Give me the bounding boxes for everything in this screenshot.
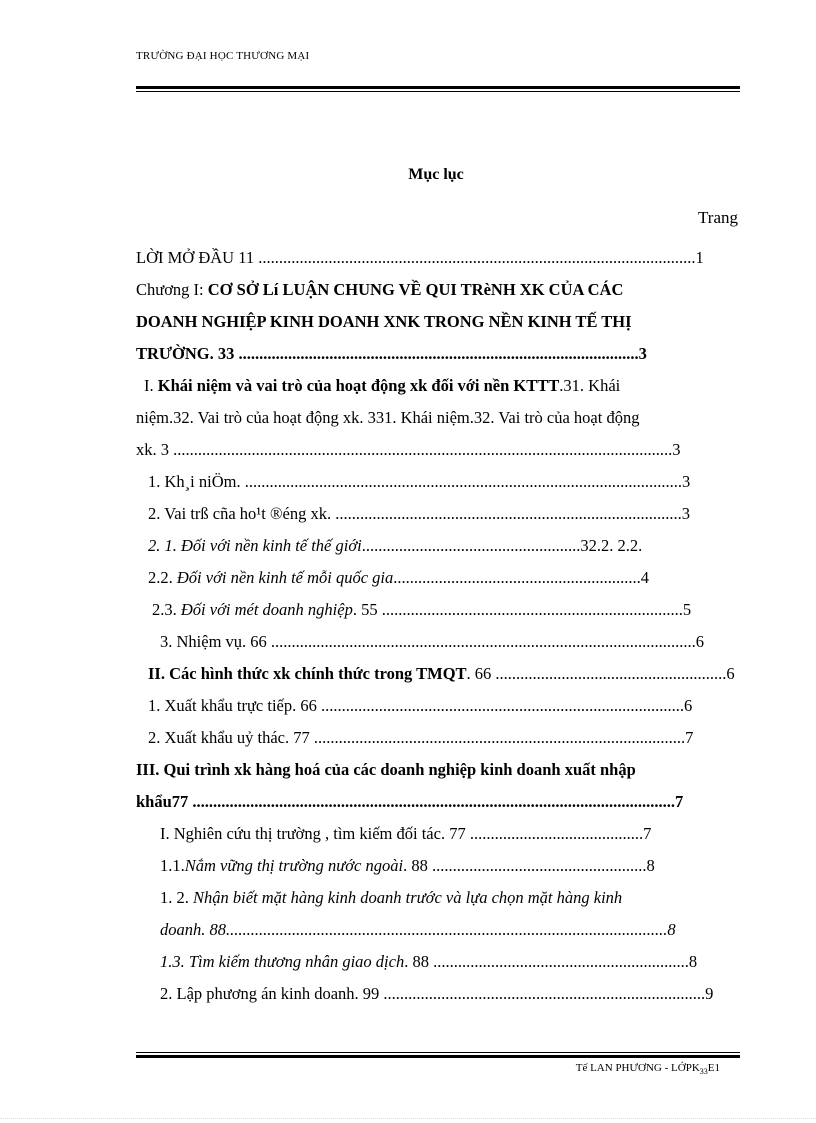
toc-text: Đối với nền kinh tế mỗi quốc gia	[176, 568, 394, 587]
toc-entry	[136, 946, 739, 978]
toc-text: Nắm vững thị trường nước ngoài	[184, 856, 404, 875]
toc-text: doanh. 88	[160, 920, 226, 939]
footer-rule	[136, 1052, 740, 1058]
toc-entry	[136, 370, 739, 402]
toc-text: Nhận biết mặt hàng kinh doanh trước và lựa chọn mặt hàng kinh	[193, 888, 623, 907]
toc-text: 2. Vai trß cña ho¹t ®éng xk. ....................................................................................3	[148, 504, 690, 523]
toc-text: . 66 ........................................................6	[466, 664, 735, 683]
toc-text: ...........................................................................................................8	[226, 920, 676, 939]
toc-entry	[136, 466, 739, 498]
toc-text: 1. 2.	[160, 888, 193, 907]
toc-entry	[136, 754, 739, 786]
toc-entry	[136, 274, 739, 306]
toc-text: LỜI MỞ ĐẦU 11 ..........................................................................................................1	[136, 248, 704, 267]
toc-text: TRƯỜNG. 33 .................................................................................................3	[136, 344, 647, 363]
author-line	[576, 1062, 720, 1076]
toc-text: 2. Lập phương án kinh doanh. 99 ..............................................................................9	[160, 984, 714, 1003]
page-column-label: Trang	[698, 208, 738, 227]
header-rule	[136, 86, 740, 92]
toc-entry	[136, 626, 739, 658]
toc-text: 1.3.	[160, 952, 189, 971]
toc-entry	[136, 402, 739, 434]
toc-entry	[136, 306, 739, 338]
toc-entry	[136, 818, 739, 850]
toc-text: . 88 ..............................................................8	[404, 952, 698, 971]
toc-text: DOANH NGHIỆP KINH DOANH XNK TRONG NỀN KINH TẾ THỊ	[136, 312, 632, 331]
toc-text: 2. 1. Đối với nền kinh tế thế giới	[148, 536, 362, 555]
toc-text: 1. Kh¸i niÖm. ..........................................................................................................3	[148, 472, 691, 491]
toc-entry	[136, 978, 739, 1010]
page-title: Mục lục	[408, 166, 464, 183]
toc-text: . 55 .........................................................................5	[352, 600, 692, 619]
toc-text: 1.1.	[160, 856, 185, 875]
toc-entry	[136, 594, 739, 626]
toc-text: ............................................................4	[393, 568, 650, 587]
toc-entry	[136, 562, 739, 594]
class-number: 33	[699, 1067, 708, 1077]
toc-text: CƠ SỞ Lí LUẬN CHUNG VỀ QUI TRèNH XK CỦA CÁC	[207, 280, 624, 299]
toc-text: 3. Nhiệm vụ. 66 .......................................................................................................6	[160, 632, 705, 651]
toc-text: II. Các hình thức xk chính thức trong TMQT	[148, 664, 467, 683]
school-name: TRƯỜNG ĐẠI HỌC THƯƠNG MẠI	[136, 50, 310, 62]
toc-entry	[136, 722, 739, 754]
toc-text: Khái niệm và vai trò của hoạt động xk đối với nền KTTT	[157, 376, 560, 395]
toc-entry	[136, 338, 739, 370]
toc-entry	[136, 658, 739, 690]
table-of-contents	[136, 242, 739, 1010]
toc-text: Đối với mét doanh nghiệp	[180, 600, 353, 619]
toc-text: 77 .....................................................................................................................7	[171, 792, 684, 811]
toc-text: III. Qui trình xk hàng hoá của các doanh nghiệp kinh doanh xuất nhập	[136, 760, 636, 779]
toc-entry	[136, 530, 739, 562]
toc-entry	[136, 786, 739, 818]
toc-entry	[136, 850, 739, 882]
toc-entry	[136, 434, 739, 466]
toc-entry	[136, 882, 739, 914]
toc-text: 1. Xuất khẩu trực tiếp. 66 ........................................................................................6	[148, 696, 693, 715]
class-suffix: E1	[707, 1062, 720, 1074]
author-name: Tế LAN PHƯƠNG - LỚPK	[575, 1062, 700, 1074]
page-break-line	[0, 1118, 816, 1119]
toc-text: 2. Xuất khẩu uỷ thác. 77 ..........................................................................................7	[148, 728, 694, 747]
toc-text: Tìm kiếm thương nhân giao dịch	[188, 952, 405, 971]
toc-text: xk. 3 .........................................................................................................................3	[136, 440, 681, 459]
toc-text: 2.3.	[152, 600, 181, 619]
toc-text: Nghiên cứu thị trường , tìm kiếm đối tác. 77 ..........................................7	[173, 824, 652, 843]
toc-text: . 88 ....................................................8	[403, 856, 655, 875]
toc-text: Chương I:	[136, 280, 208, 299]
toc-text: 2.2.	[148, 568, 177, 587]
toc-text: .31. Khái	[559, 376, 621, 395]
toc-entry	[136, 690, 739, 722]
toc-text: I.	[144, 376, 158, 395]
toc-entry	[136, 242, 739, 274]
toc-entry	[136, 914, 739, 946]
toc-text: I.	[160, 824, 174, 843]
toc-entry	[136, 498, 739, 530]
toc-text: khẩu	[136, 792, 172, 811]
toc-text: .....................................................32.2. 2.2.	[361, 536, 643, 555]
toc-text: niệm.32. Vai trò của hoạt động xk. 331. Khái niệm.32. Vai trò của hoạt động	[136, 408, 640, 427]
